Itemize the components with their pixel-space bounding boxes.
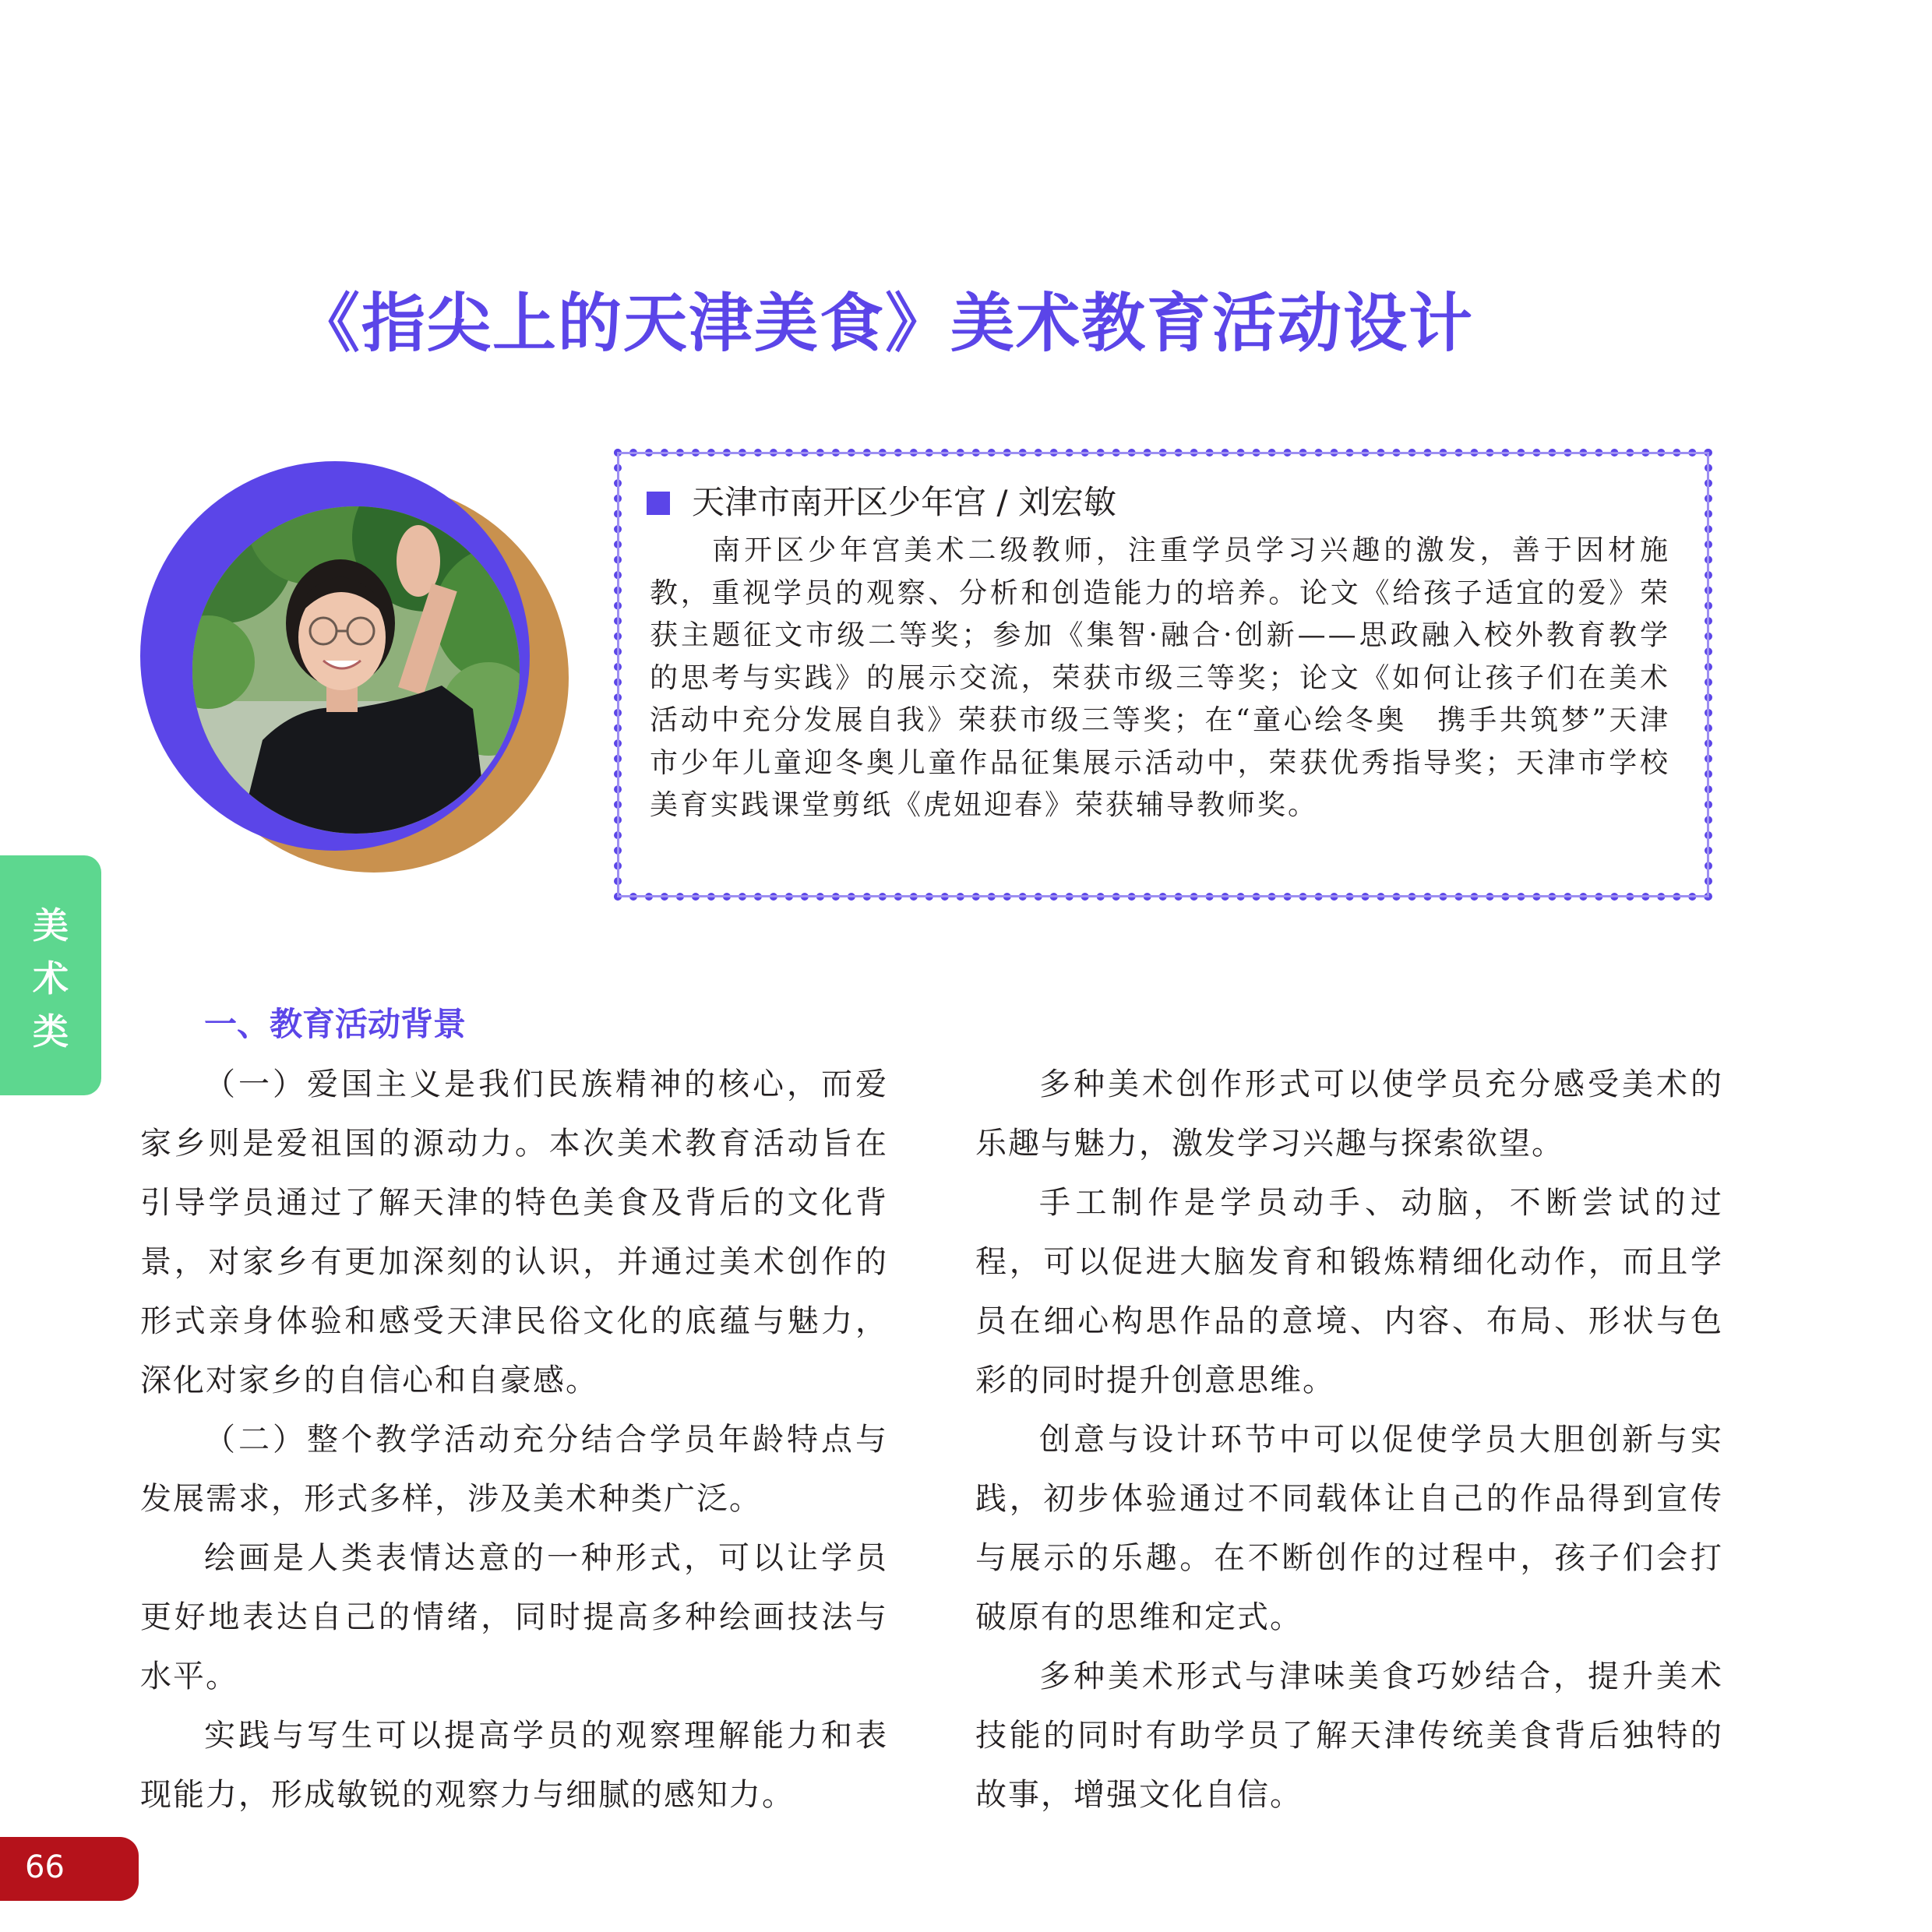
category-tab-char: 术 <box>33 957 69 999</box>
right-column <box>975 1055 1723 1824</box>
paragraph: （一）爱国主义是我们民族精神的核心，而爱家乡则是爱祖国的源动力。本次美术教育活动旨在引导学员通过了解天津的特色美食及背后的文化背景，对家乡有更加深刻的认识，并通过美术创作的形式亲身体验和感受天津民俗文化的底蕴与魅力，深化对家乡的自信心和自豪感。 <box>140 1066 888 1398</box>
category-tab <box>0 855 101 1095</box>
category-tab-char: 美 <box>33 904 69 947</box>
author-heading <box>647 477 1116 524</box>
category-tab-char: 类 <box>33 1010 69 1052</box>
paragraph: 绘画是人类表情达意的一种形式，可以让学员更好地表达自己的情绪，同时提高多种绘画技法与水平。 <box>140 1540 888 1694</box>
left-column <box>140 1055 888 1824</box>
page-number-badge <box>0 1837 139 1901</box>
paragraph: 手工制作是学员动手、动脑，不断尝试的过程，可以促进大脑发育和锻炼精细化动作，而且学员在细心构思作品的意境、内容、布局、形状与色彩的同时提升创意思维。 <box>975 1185 1723 1398</box>
paragraph: 多种美术形式与津味美食巧妙结合，提升美术技能的同时有助学员了解天津传统美食背后独特的故事，增强文化自信。 <box>975 1659 1723 1813</box>
paragraph: （二）整个教学活动充分结合学员年龄特点与发展需求，形式多样，涉及美术种类广泛。 <box>140 1422 888 1517</box>
page-number: 66 <box>25 1849 65 1885</box>
author-photo <box>192 506 520 834</box>
square-bullet-icon <box>647 492 670 515</box>
paragraph: 创意与设计环节中可以促使学员大胆创新与实践，初步体验通过不同载体让自己的作品得到宣传与展示的乐趣。在不断创作的过程中，孩子们会打破原有的思维和定式。 <box>975 1422 1723 1635</box>
author-heading-text: 天津市南开区少年宫 / 刘宏敏 <box>692 483 1116 521</box>
author-bio: 南开区少年宫美术二级教师，注重学员学习兴趣的激发，善于因材施教，重视学员的观察、分析和创造能力的培养。论文《给孩子适宜的爱》荣获主题征文市级二等奖；参加《集智·融合·创新——思政融入校外教育教学的思考与实践》的展示交流，荣获市级三等奖；论文《如何让孩子们在美术活动中充分发展自我》荣获市级三等奖；在“童心绘冬奥 携手共筑梦”天津市少年儿童迎冬奥儿童作品征集展示活动中，荣获优秀指导奖；天津市学校美育实践课堂剪纸《虎妞迎春》荣获辅导教师奖。 <box>650 534 1670 821</box>
paragraph: 多种美术创作形式可以使学员充分感受美术的乐趣与魅力，激发学习兴趣与探索欲望。 <box>975 1066 1723 1162</box>
section-heading: 一、教育活动背景 <box>204 1005 467 1043</box>
article-title: 《指尖上的天津美食》美术教育活动设计 <box>296 287 1475 361</box>
paragraph: 实践与写生可以提高学员的观察理解能力和表现能力，形成敏锐的观察力与细腻的感知力。 <box>140 1718 888 1813</box>
